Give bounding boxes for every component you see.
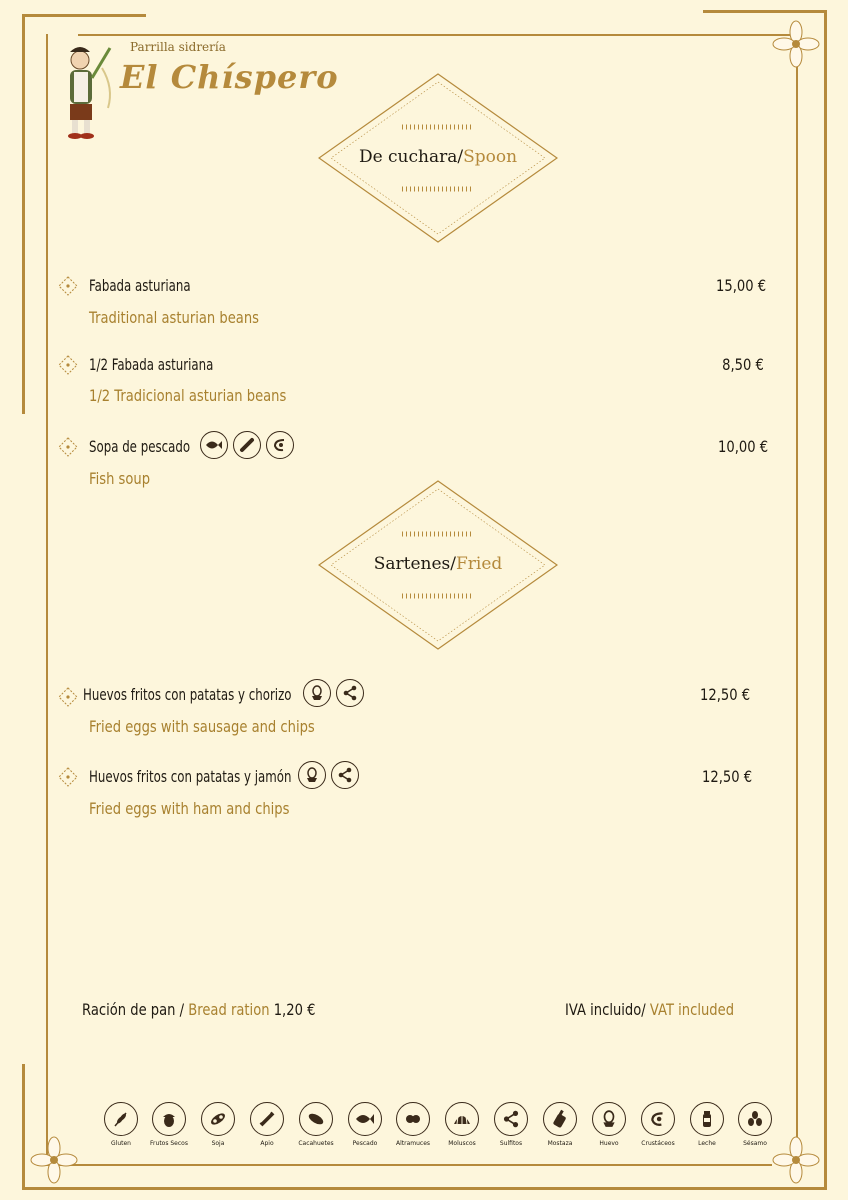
legend-item [145, 1102, 193, 1147]
item-price: 12,50 € [699, 685, 750, 704]
diamond-bullet-icon [58, 687, 78, 707]
sulphites-icon [336, 679, 364, 707]
fish-icon [200, 431, 228, 459]
item-name: 1/2 Fabada asturiana [89, 355, 214, 374]
sulphites-icon [331, 761, 359, 789]
vat-label-en: VAT included [649, 1000, 735, 1019]
legend-label: Altramuces [395, 1140, 431, 1147]
vat-note [565, 1000, 734, 1019]
legend-label: Leche [698, 1140, 716, 1147]
menu-item [58, 276, 778, 340]
flower-icon [770, 18, 822, 70]
legend-item [97, 1102, 145, 1147]
item-description: Fried eggs with ham and chips [89, 799, 290, 818]
legend-item [438, 1102, 486, 1147]
legend-label: Sulfitos [499, 1140, 523, 1147]
legend-label: Soja [211, 1140, 225, 1147]
frame-line [703, 10, 827, 13]
legend-item [536, 1102, 584, 1147]
frame-line [22, 1187, 824, 1190]
item-description: Fish soup [89, 469, 151, 488]
legend-item [585, 1102, 633, 1147]
frame-line [46, 34, 48, 1164]
section-header-fried [318, 480, 558, 650]
legend-item [194, 1102, 242, 1147]
mustard-icon [543, 1102, 577, 1136]
item-description: Traditional asturian beans [89, 308, 259, 327]
bread-price: 1,20 € [273, 1000, 316, 1019]
bread-label-en: Bread ration [188, 1000, 274, 1019]
diamond-bullet-icon [58, 767, 78, 787]
bread-label-es: Ración de pan / [82, 1000, 189, 1019]
legend-label: Pescado [352, 1140, 378, 1147]
fish-icon [348, 1102, 382, 1136]
item-allergens [200, 431, 294, 459]
bread-note [82, 1000, 315, 1019]
item-name: Sopa de pescado [89, 437, 191, 456]
legend-item [683, 1102, 731, 1147]
legend-label: Mostaza [547, 1140, 573, 1147]
legend-item [341, 1102, 389, 1147]
legend-label: Moluscos [448, 1140, 476, 1147]
item-name: Huevos fritos con patatas y jamón [89, 767, 292, 786]
legend-label: Gluten [111, 1140, 131, 1147]
frame-line [824, 10, 827, 1190]
item-description: 1/2 Tradicional asturian beans [89, 386, 287, 405]
item-price: 12,50 € [701, 767, 752, 786]
diamond-bullet-icon [58, 276, 78, 296]
legend-label: Apio [260, 1140, 274, 1147]
item-price: 8,50 € [722, 355, 764, 374]
allergen-legend [97, 1102, 767, 1158]
menu-item [58, 685, 778, 749]
item-allergens [303, 679, 364, 707]
item-name: Fabada asturiana [89, 276, 191, 295]
mollusc-icon [445, 1102, 479, 1136]
peanut-icon [299, 1102, 333, 1136]
milk-icon [690, 1102, 724, 1136]
crustacean-icon [641, 1102, 675, 1136]
item-description: Fried eggs with sausage and chips [89, 717, 315, 736]
item-allergens [298, 761, 359, 789]
item-price: 10,00 € [717, 437, 768, 456]
brand-name: El Chíspero [120, 58, 339, 96]
legend-label: Sésamo [743, 1140, 767, 1147]
diamond-bullet-icon [58, 437, 78, 457]
frame-line [22, 14, 25, 414]
legend-label: Crustáceos [641, 1140, 675, 1147]
item-price: 15,00 € [715, 276, 766, 295]
egg-icon [298, 761, 326, 789]
lupin-icon [396, 1102, 430, 1136]
menu-item [58, 767, 778, 831]
flower-icon [28, 1134, 80, 1186]
legend-label: Huevo [599, 1140, 619, 1147]
egg-icon [592, 1102, 626, 1136]
nut-icon [152, 1102, 186, 1136]
item-name: Huevos fritos con patatas y chorizo [83, 685, 292, 704]
legend-item [487, 1102, 535, 1147]
section-title-es: De cuchara/ [358, 147, 464, 167]
wheat-icon [104, 1102, 138, 1136]
egg-icon [303, 679, 331, 707]
brand-subtitle: Parrilla sidrería [130, 40, 226, 54]
legend-label: Cacahuetes [298, 1140, 334, 1147]
celery-icon [250, 1102, 284, 1136]
section-title-en: Fried [455, 554, 503, 574]
legend-item [731, 1102, 779, 1147]
frame-line [22, 1064, 25, 1190]
sulphites-icon [494, 1102, 528, 1136]
diamond-bullet-icon [58, 355, 78, 375]
sesame-icon [738, 1102, 772, 1136]
legend-item [634, 1102, 682, 1147]
legend-item [389, 1102, 437, 1147]
menu-item [58, 355, 778, 419]
vat-label-es: IVA incluido/ [565, 1000, 650, 1019]
frame-line [796, 36, 798, 1164]
section-header-spoon [318, 73, 558, 243]
legend-label: Frutos Secos [150, 1140, 188, 1147]
logo-figure-icon [50, 38, 120, 140]
legend-item [243, 1102, 291, 1147]
frame-line [78, 34, 794, 36]
soy-icon [201, 1102, 235, 1136]
frame-line [22, 14, 146, 17]
mollusc-icon [233, 431, 261, 459]
section-title-es: Sartenes/ [373, 554, 456, 574]
legend-item [292, 1102, 340, 1147]
crustacean-icon [266, 431, 294, 459]
section-title-en: Spoon [463, 147, 518, 167]
frame-line [46, 1164, 772, 1166]
